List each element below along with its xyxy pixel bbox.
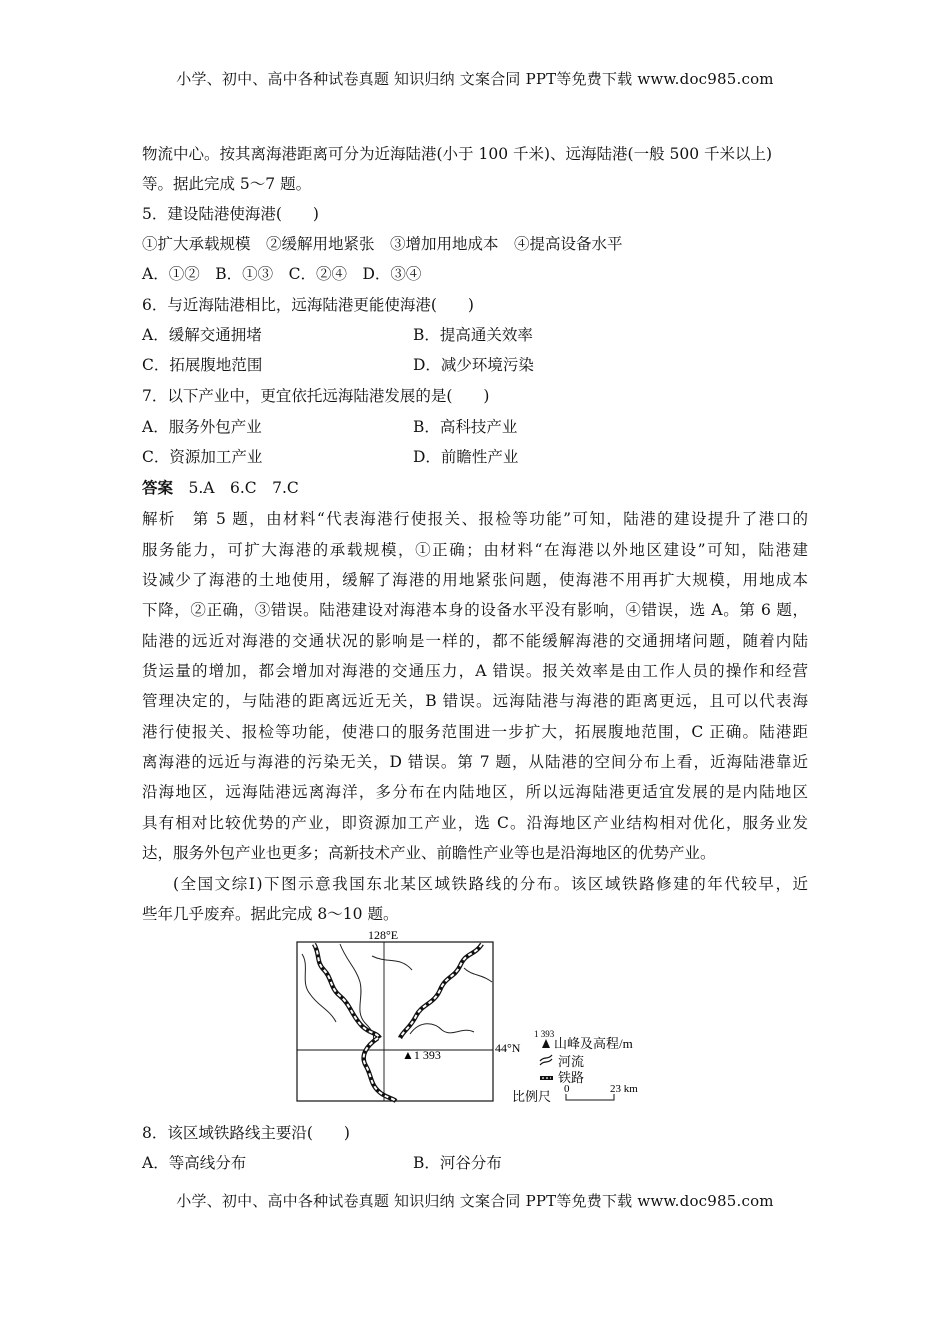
q6-option-d: D．减少环境污染 bbox=[413, 356, 534, 374]
scale-label: 比例尺 bbox=[512, 1089, 552, 1104]
analysis-line-2: 服务能力，可扩大海港的承载规模，①正确；由材料“在海港以外地区建设”可知，陆港建 bbox=[142, 541, 808, 559]
q7-option-c: C．资源加工产业 bbox=[142, 448, 263, 466]
passage2-line-1: (全国文综Ⅰ)下图示意我国东北某区域铁路线的分布。该区域铁路修建的年代较早，近 bbox=[173, 875, 808, 893]
q7-option-b: B．高科技产业 bbox=[413, 418, 518, 436]
q8-stem: 8．该区域铁路线主要沿( ) bbox=[142, 1124, 350, 1142]
scale-zero: 0 bbox=[564, 1083, 570, 1095]
legend-peak-value: 1 393 bbox=[534, 1029, 555, 1039]
analysis-line-8: 港行使报关、报检等功能，使港口的服务范围进一步扩大，拓展腹地范围，C 正确。陆港距 bbox=[142, 723, 808, 741]
answer-line bbox=[142, 477, 299, 499]
intro-line-1: 物流中心。按其离海港距离可分为近海陆港(小于 100 千米)、远海陆港(一般 500 千米以上) bbox=[142, 145, 773, 163]
passage2-line-2: 些年几乎废弃。据此完成 8～10 题。 bbox=[142, 905, 399, 923]
q8-option-a: A．等高线分布 bbox=[142, 1154, 247, 1172]
analysis-line-3: 设减少了海港的土地使用，缓解了海港的用地紧张问题，使海港不用再扩大规模，用地成本 bbox=[142, 571, 808, 589]
map-frame bbox=[297, 942, 493, 1101]
analysis-line-7: 管理决定的，与陆港的距离远近无关，B 错误。远海陆港与海港的距离更远，且可以代表海 bbox=[142, 692, 808, 710]
map-legend bbox=[512, 1029, 638, 1104]
q7-stem: 7．以下产业中，更宜依托远海陆港发展的是( ) bbox=[142, 387, 490, 405]
q5-options: A．①② B．①③ C．②④ D．③④ bbox=[142, 265, 422, 283]
analysis-line-6: 货运量的增加，都会增加对海港的交通压力，A 错误。报关效率是由工作人员的操作和经营 bbox=[142, 662, 808, 680]
q7-option-d: D．前瞻性产业 bbox=[413, 448, 519, 466]
answer-text: 5.A 6.C 7.C bbox=[173, 479, 299, 497]
q7-option-a: A．服务外包产业 bbox=[142, 418, 262, 436]
q8-option-b: B．河谷分布 bbox=[413, 1154, 502, 1172]
analysis-line-5: 陆港的远近对海港的交通状况的影响是一样的，都不能缓解海港的交通拥堵问题，随着内陆 bbox=[142, 632, 808, 650]
scale-end: 23 km bbox=[610, 1083, 638, 1095]
q6-stem: 6．与近海陆港相比，远海陆港更能使海港( ) bbox=[142, 296, 474, 314]
analysis-line-1: 解析 第 5 题，由材料“代表海港行使报关、报检等功能”可知，陆港的建设提升了港口的 bbox=[142, 510, 808, 528]
analysis-line-12: 达，服务外包产业也更多；高新技术产业、前瞻性产业等也是沿海地区的优势产业。 bbox=[142, 844, 716, 862]
longitude-label: 128°E bbox=[368, 928, 399, 942]
analysis-line-11: 具有相对比较优势的产业，即资源加工产业，选 C。沿海地区产业结构相对优化，服务业发 bbox=[142, 814, 808, 832]
answer-label: 答案 bbox=[142, 478, 174, 497]
legend-river-label: 河流 bbox=[558, 1054, 585, 1069]
intro-line-2: 等。据此完成 5～7 题。 bbox=[142, 175, 312, 193]
railway-map bbox=[296, 926, 666, 1104]
analysis-line-4: 下降，②正确，③错误。陆港建设对海港本身的设备水平没有影响，④错误，选 A。第 6 题， bbox=[142, 601, 808, 619]
page-footer: 小学、初中、高中各种试卷真题 知识归纳 文案合同 PPT等免费下载 www.doc985.com bbox=[176, 1192, 774, 1210]
q6-option-b: B．提高通关效率 bbox=[413, 326, 533, 344]
analysis-line-9: 离海港的远近与海港的污染无关，D 错误。第 7 题，从陆港的空间分布上看，近海陆港靠近 bbox=[142, 753, 808, 771]
legend-peak-icon bbox=[542, 1039, 550, 1048]
legend-rail-label: 铁路 bbox=[558, 1070, 585, 1085]
scale-bar bbox=[566, 1094, 614, 1100]
analysis-line-10: 沿海地区，远海陆港远离海洋，多分布在内陆地区，所以远海陆港更适宜发展的是内陆地区 bbox=[142, 783, 808, 801]
q6-option-c: C．拓展腹地范围 bbox=[142, 356, 263, 374]
q5-items: ①扩大承载规模 ②缓解用地紧张 ③增加用地成本 ④提高设备水平 bbox=[142, 235, 623, 253]
peak-label: ▲1 393 bbox=[402, 1048, 441, 1062]
legend-peak-label: 山峰及高程/m bbox=[554, 1036, 633, 1051]
q5-stem: 5．建设陆港使海港( ) bbox=[142, 205, 319, 223]
page-header: 小学、初中、高中各种试卷真题 知识归纳 文案合同 PPT等免费下载 www.doc985.com bbox=[176, 70, 774, 88]
latitude-label: 44°N bbox=[495, 1041, 521, 1055]
q6-option-a: A．缓解交通拥堵 bbox=[142, 326, 262, 344]
